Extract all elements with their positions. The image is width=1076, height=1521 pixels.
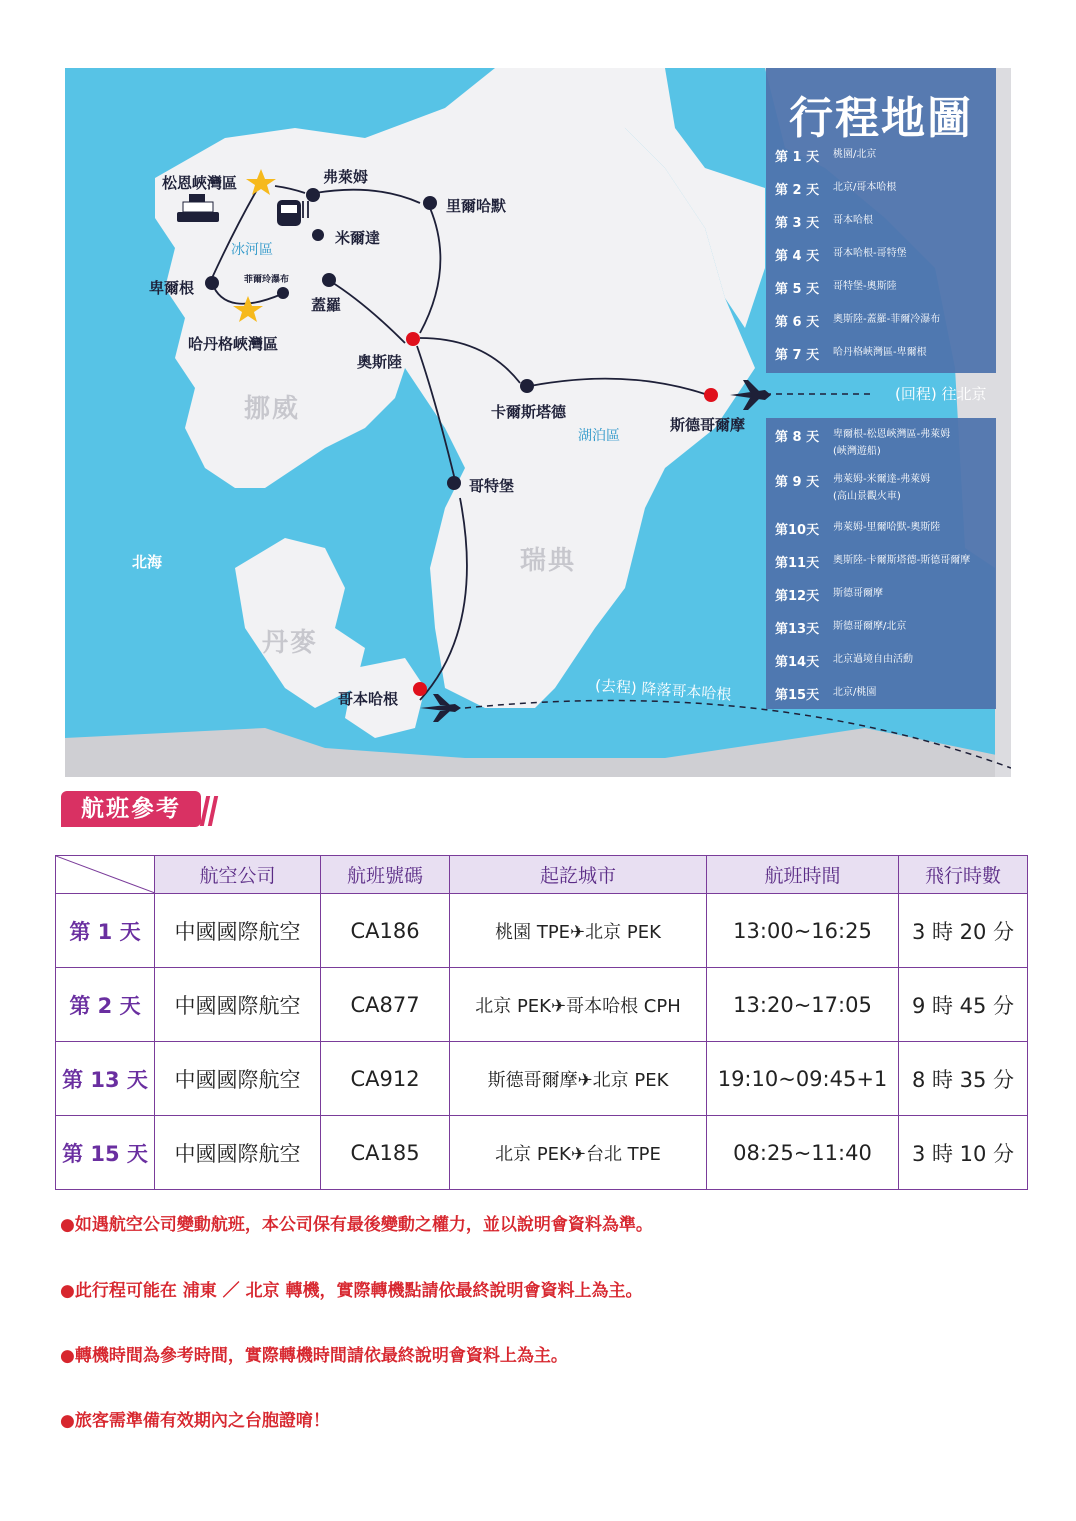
city-bergen: 卑爾根 <box>149 279 195 297</box>
city-gothenburg: 哥特堡 <box>469 477 515 495</box>
row-time: 13:00~16:25 <box>707 894 899 968</box>
day-7-label: 第 7 天 <box>775 348 820 363</box>
row-flight: CA186 <box>321 894 450 968</box>
row-route: 北京 PEK✈台北 TPE <box>450 1116 707 1190</box>
header-flight: 航班號碼 <box>321 856 450 894</box>
row-duration: 3 時 20 分 <box>899 894 1028 968</box>
day-2-desc: 北京/哥本哈根 <box>833 182 897 193</box>
row-day: 第 13 天 <box>56 1042 155 1116</box>
row-airline: 中國國際航空 <box>155 968 321 1042</box>
day-11-desc: 奧斯陸-卡爾斯塔德-斯德哥爾摩 <box>833 555 971 566</box>
table-row <box>56 1116 1028 1190</box>
row-airline: 中國國際航空 <box>155 1042 321 1116</box>
city-hardanger: 哈丹格峽灣區 <box>188 335 279 353</box>
row-flight: CA185 <box>321 1116 450 1190</box>
row-route: 北京 PEK✈哥本哈根 CPH <box>450 968 707 1042</box>
day-10-label: 第10天 <box>775 523 820 538</box>
city-copenhagen: 哥本哈根 <box>338 690 399 708</box>
city-oslo: 奧斯陸 <box>357 353 403 371</box>
day-1-desc: 桃園/北京 <box>833 149 877 160</box>
day-6-label: 第 6 天 <box>775 315 820 330</box>
header-corner <box>56 856 155 894</box>
day-15-label: 第15天 <box>775 688 820 703</box>
day-13-label: 第13天 <box>775 622 820 637</box>
row-time: 19:10~09:45+1 <box>707 1042 899 1116</box>
city-flam: 弗萊姆 <box>323 168 369 186</box>
day-12-label: 第12天 <box>775 589 820 604</box>
return-note: (回程) 往北京 <box>895 385 987 403</box>
country-denmark: 丹麥 <box>262 628 319 658</box>
city-myrdal: 米爾達 <box>335 229 381 247</box>
sea-north-sea: 北海 <box>132 553 163 571</box>
day-8-label: 第 8 天 <box>775 430 820 445</box>
row-duration: 3 時 10 分 <box>899 1116 1028 1190</box>
day-3-label: 第 3 天 <box>775 216 820 231</box>
note-2: ●此行程可能在 浦東 ／ 北京 轉機，實際轉機點請依最終說明會資料上為主。 <box>60 1281 643 1301</box>
day-8-desc: 卑爾根-松恩峽灣區-弗萊姆 (峽灣遊船) <box>833 429 951 457</box>
day-1-label: 第 1 天 <box>775 150 820 165</box>
day-13-desc: 斯德哥爾摩/北京 <box>833 621 907 632</box>
row-duration: 8 時 35 分 <box>899 1042 1028 1116</box>
day-11-label: 第11天 <box>775 556 820 571</box>
city-voringfossen: 菲爾玲瀑布 <box>244 275 290 285</box>
header-route: 起訖城市 <box>450 856 707 894</box>
table-row <box>56 894 1028 968</box>
header-time: 航班時間 <box>707 856 899 894</box>
flights-table <box>55 855 1028 1190</box>
note-3: ●轉機時間為參考時間，實際轉機時間請依最終說明會資料上為主。 <box>60 1346 568 1366</box>
day-15-desc: 北京/桃園 <box>833 687 877 698</box>
row-day: 第 1 天 <box>56 894 155 968</box>
row-route: 桃園 TPE✈北京 PEK <box>450 894 707 968</box>
day-5-desc: 哥特堡-奧斯陸 <box>833 281 897 292</box>
day-12-desc: 斯德哥爾摩 <box>833 588 883 599</box>
panel-title: 行程地圖 <box>789 93 973 144</box>
day-5-label: 第 5 天 <box>775 282 820 297</box>
day-9-desc: 弗萊姆-米爾達-弗萊姆 (高山景觀火車) <box>833 474 931 502</box>
day-6-desc: 奧斯陸-蓋羅-菲爾冷瀑布 <box>833 314 941 325</box>
train-icon <box>277 200 301 226</box>
header-duration: 飛行時數 <box>899 856 1028 894</box>
row-route: 斯德哥爾摩✈北京 PEK <box>450 1042 707 1116</box>
table-row <box>56 968 1028 1042</box>
day-4-desc: 哥本哈根-哥特堡 <box>833 248 907 259</box>
country-sweden: 瑞典 <box>520 546 577 576</box>
row-time: 08:25~11:40 <box>707 1116 899 1190</box>
day-10-desc: 弗萊姆-里爾哈默-奧斯陸 <box>833 522 941 533</box>
region-lakes: 湖泊區 <box>578 428 620 444</box>
section-title: 航班參考 <box>61 791 201 827</box>
row-airline: 中國國際航空 <box>155 1116 321 1190</box>
region-glacier: 冰河區 <box>231 242 273 258</box>
city-sognefjord: 松恩峽灣區 <box>162 174 238 192</box>
city-lillehammer: 里爾哈默 <box>446 197 507 215</box>
day-3-desc: 哥本哈根 <box>833 215 873 226</box>
country-norway: 挪威 <box>244 394 301 424</box>
note-1: ●如遇航空公司變動航班，本公司保有最後變動之權力，並以說明會資料為準。 <box>60 1215 653 1235</box>
section-title-decor <box>203 796 217 826</box>
row-duration: 9 時 45 分 <box>899 968 1028 1042</box>
day-14-label: 第14天 <box>775 655 820 670</box>
note-4: ●旅客需準備有效期內之台胞證唷！ <box>60 1411 330 1431</box>
city-geilo: 蓋羅 <box>311 296 342 314</box>
row-flight: CA912 <box>321 1042 450 1116</box>
table-row <box>56 1042 1028 1116</box>
day-2-label: 第 2 天 <box>775 183 820 198</box>
day-14-desc: 北京過境自由活動 <box>833 654 913 665</box>
outbound-note: (去程) 降落哥本哈根 <box>594 676 732 704</box>
row-day: 第 15 天 <box>56 1116 155 1190</box>
row-airline: 中國國際航空 <box>155 894 321 968</box>
day-7-desc: 哈丹格峽灣區-卑爾根 <box>833 347 927 358</box>
day-4-label: 第 4 天 <box>775 249 820 264</box>
row-flight: CA877 <box>321 968 450 1042</box>
day-9-label: 第 9 天 <box>775 475 820 490</box>
header-airline: 航空公司 <box>155 856 321 894</box>
table-header-row <box>56 856 1028 894</box>
row-day: 第 2 天 <box>56 968 155 1042</box>
row-time: 13:20~17:05 <box>707 968 899 1042</box>
city-karlstad: 卡爾斯塔德 <box>491 403 567 421</box>
city-stockholm: 斯德哥爾摩 <box>670 416 746 434</box>
